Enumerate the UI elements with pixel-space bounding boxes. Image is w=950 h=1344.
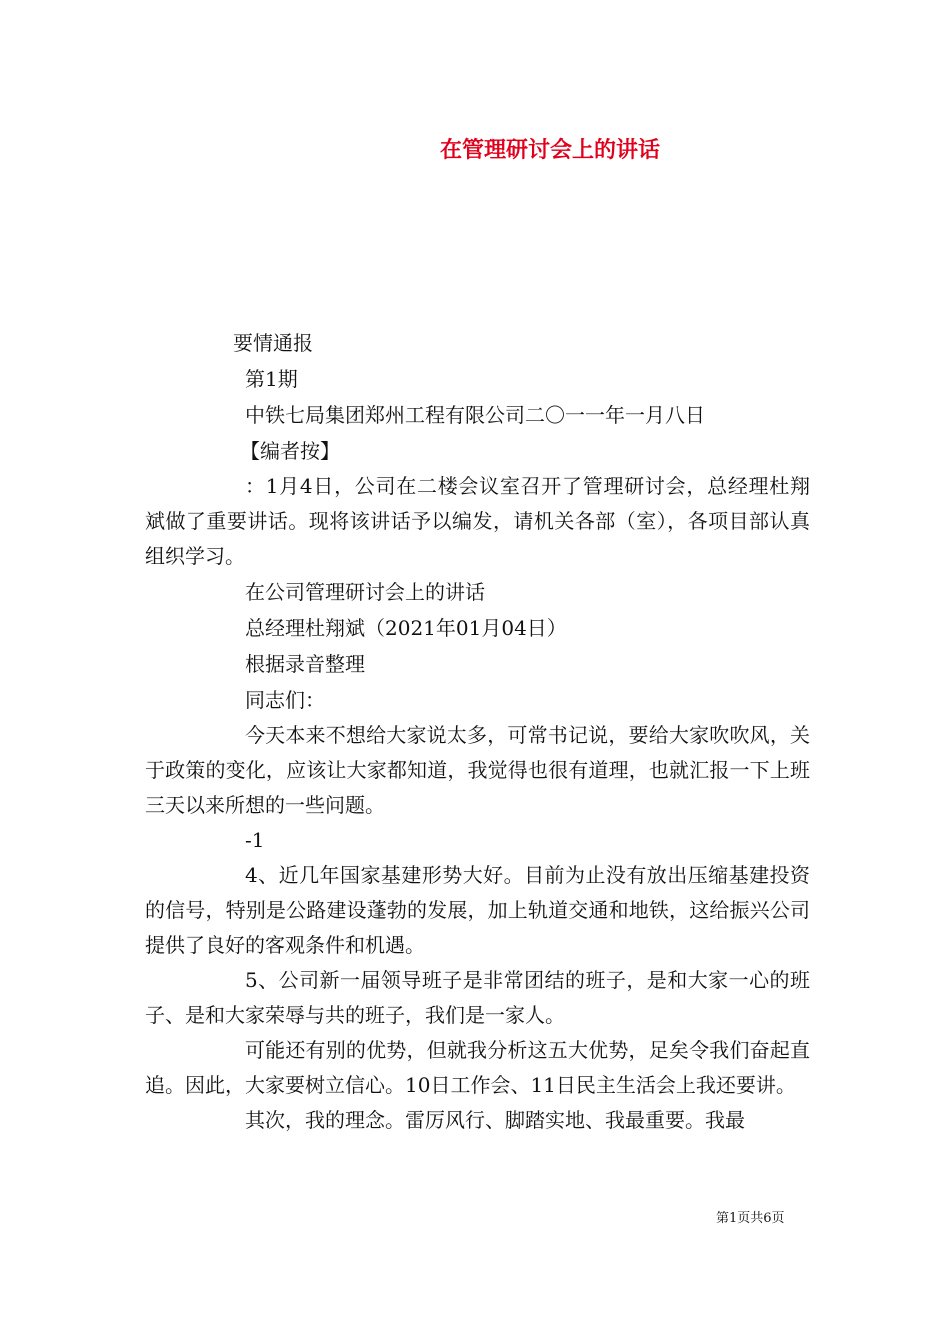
speaker-line: 总经理杜翔斌（2021年01月04日）	[245, 616, 567, 640]
speech-title: 在公司管理研讨会上的讲话	[245, 580, 485, 604]
bulletin-name: 要情通报	[233, 331, 313, 355]
greeting: 同志们：	[245, 688, 325, 712]
editor-note-label: 【编者按】	[240, 439, 340, 463]
document-body	[145, 325, 810, 1138]
page-marker: -1	[245, 828, 265, 852]
paragraph: 今天本来不想给大家说太多，可常书记说，要给大家吹吹风，关于政策的变化，应该让大家都知道，我觉得也很有道理，也就汇报一下上班三天以来所想的一些问题。	[145, 723, 810, 817]
paragraph: 5、公司新一届领导班子是非常团结的班子，是和大家一心的班子、是和大家荣辱与共的班子，我们是一家人。	[145, 968, 810, 1027]
editor-note: ：1月4日，公司在二楼会议室召开了管理研讨会，总经理杜翔斌做了重要讲话。现将该讲话予以编发，请机关各部（室），各项目部认真组织学习。	[145, 474, 810, 568]
source-note: 根据录音整理	[245, 652, 365, 676]
page-number: 第1页共6页	[716, 1211, 785, 1226]
paragraph: 其次，我的理念。雷厉风行、脚踏实地、我最重要。我最	[245, 1108, 745, 1132]
paragraph: 4、近几年国家基建形势大好。目前为止没有放出压缩基建投资的信号，特别是公路建设蓬勃的发展，加上轨道交通和地铁，这给振兴公司提供了良好的客观条件和机遇。	[145, 863, 810, 957]
document-title: 在管理研讨会上的讲话	[439, 137, 660, 163]
issue-number: 第1期	[245, 367, 298, 391]
paragraph: 可能还有别的优势，但就我分析这五大优势，足矣令我们奋起直追。因此，大家要树立信心。10日工作会、11日民主生活会上我还要讲。	[145, 1038, 810, 1097]
issuer-date: 中铁七局集团郑州工程有限公司二〇一一年一月八日	[245, 403, 705, 427]
